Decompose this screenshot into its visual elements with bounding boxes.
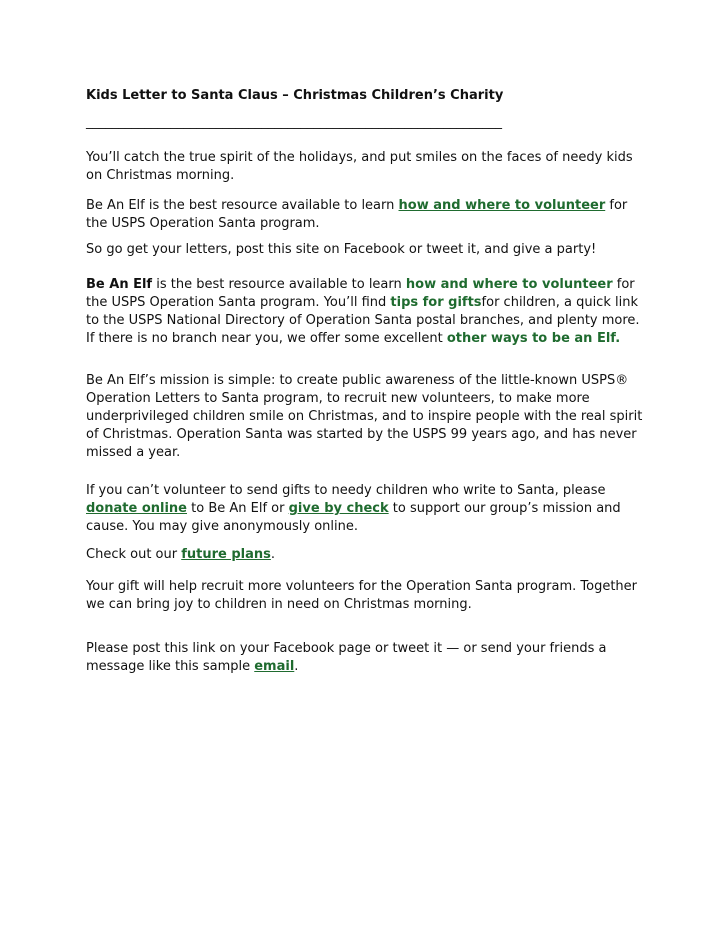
donate-text-1: If you can’t volunteer to send gifts to needy children who write to Santa, please: [86, 483, 606, 498]
be-an-elf-text-3: for children, a quick link to the USPS National Directory of Operation Santa postal branches, and plenty more. If there is no branch near you, we offer some excellent: [86, 295, 640, 346]
future-plans-post: .: [270, 547, 276, 562]
be-an-elf-paragraph: [86, 276, 648, 348]
donate-text-3: to support our group’s mission and cause. You may give anonymously online.: [86, 501, 621, 534]
other-ways-highlight: other ways to be an Elf.: [446, 331, 621, 346]
future-plans-paragraph: [86, 546, 648, 564]
share-paragraph: [86, 640, 648, 676]
how-to-volunteer-link[interactable]: how and where to volunteer: [398, 198, 606, 213]
sample-email-link[interactable]: email: [254, 659, 295, 674]
page-title: Kids Letter to Santa Claus – Christmas Children’s Charity: [86, 88, 504, 103]
give-by-check-link[interactable]: give by check: [288, 501, 389, 516]
be-an-elf-text-2: for the USPS Operation Santa program. You’ll find: [86, 277, 635, 310]
resource-paragraph: [86, 197, 648, 233]
donate-paragraph: [86, 482, 648, 536]
be-an-elf-lead: Be An Elf: [86, 277, 153, 292]
share-text-pre: Please post this link on your Facebook page or tweet it — or send your friends a message like this sample: [86, 641, 607, 674]
donate-online-link[interactable]: donate online: [86, 501, 187, 516]
intro-text: You’ll catch the true spirit of the holidays, and put smiles on the faces of needy kids on Christmas morning.: [86, 150, 633, 183]
party-paragraph: [86, 241, 648, 259]
gift-paragraph: [86, 578, 648, 614]
be-an-elf-text-1: is the best resource available to learn: [152, 277, 406, 292]
tips-for-gifts-highlight: tips for gifts: [390, 295, 482, 310]
mission-paragraph: [86, 372, 648, 462]
mission-text: Be An Elf’s mission is simple: to create public awareness of the little-known USPS® Operation Letters to Santa program, to recruit new volunteers, to make more underprivileged children smile on Christmas, and to inspire people with the real spirit of Christmas. Operation Santa was started by the USPS 99 years ago, and has never missed a year.: [86, 373, 643, 460]
share-text-post: .: [294, 659, 299, 674]
resource-text-pre: Be An Elf is the best resource available to learn: [86, 198, 399, 213]
donate-text-2: to Be An Elf or: [187, 501, 289, 516]
future-plans-pre: Check out our: [86, 547, 182, 562]
future-plans-link[interactable]: future plans: [181, 547, 271, 562]
divider-line: ________________________________________________________________: [86, 115, 502, 130]
gift-text: Your gift will help recruit more volunteers for the Operation Santa program. Together we can bring joy to children in need on Christmas morning.: [86, 579, 638, 612]
intro-paragraph: [86, 149, 648, 185]
how-and-where-highlight: how and where to volunteer: [405, 277, 613, 292]
party-text: So go get your letters, post this site on Facebook or tweet it, and give a party!: [86, 242, 597, 257]
resource-text-post: for the USPS Operation Santa program.: [86, 198, 628, 231]
